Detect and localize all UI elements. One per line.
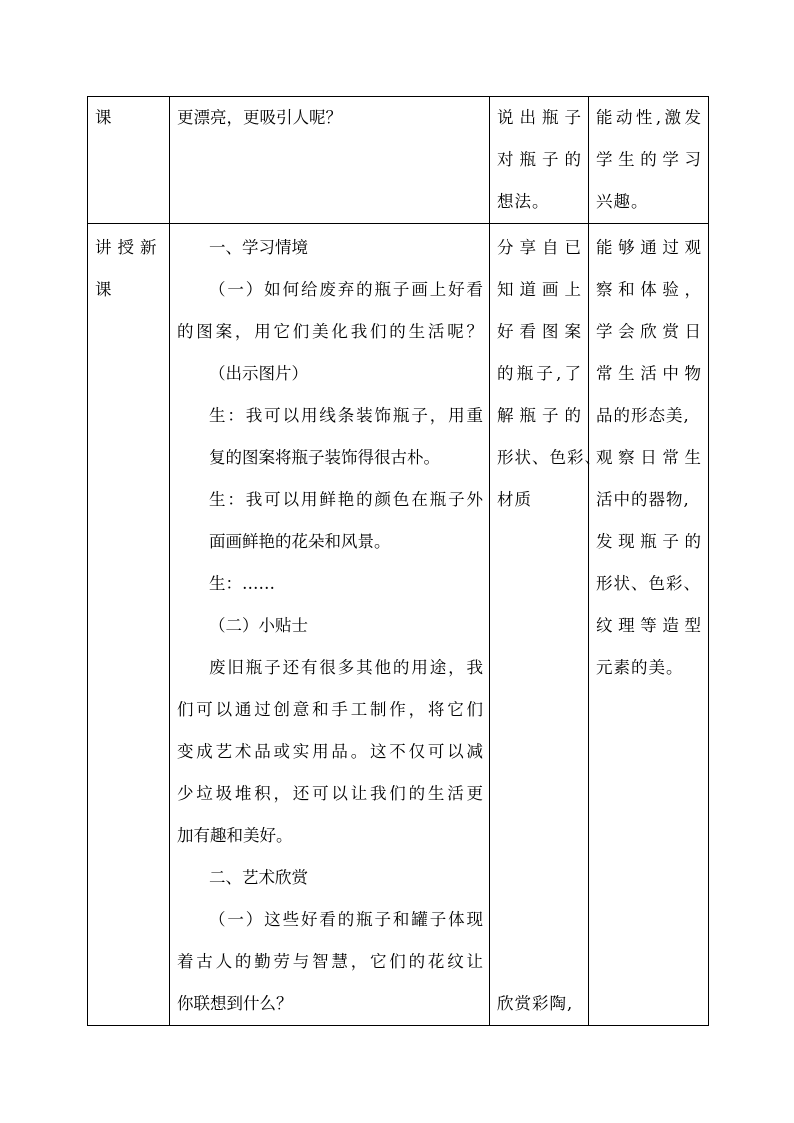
content-line: 废旧瓶子还有很多其他的用途，我 [209,658,483,677]
intent-line: 能动性,激发 [596,108,702,127]
intent-line: 学生的学习 [596,150,702,169]
intent-line: 活中的器物, [596,490,690,509]
section-heading: （二）小贴士 [209,616,308,635]
activity-line: 的瓶子,了 [497,364,582,383]
intent-line: 纹理等造型 [596,616,702,635]
table-row [88,224,709,1026]
design-intent-cell [589,224,709,1026]
content-cell [170,97,490,224]
activity-line: 分享自已 [497,238,582,257]
activity-line: 材质 [497,490,532,509]
intent-line: 能够通过观 [596,238,702,257]
intent-line: 发现瓶子的 [596,532,702,551]
content-line: 生：我可以用鲜艳的颜色在瓶子外 [209,490,483,509]
intent-line: 元素的美。 [596,658,684,677]
student-activity-cell [490,224,602,1026]
stage-text: 讲授新 [95,238,163,257]
intent-line: 形状、色彩、 [596,574,701,593]
stage-cell [88,224,170,1026]
content-line: （一）如何给废弃的瓶子画上好看 [209,280,483,299]
activity-line: 知道画上 [497,280,582,299]
content-line: （出示图片） [209,364,308,383]
content-line: 变成艺术品或实用品。这不仅可以减 [177,742,483,761]
activity-line: 解瓶子的 [497,406,582,425]
content-line: 复的图案将瓶子装饰得很古朴。 [209,448,440,467]
intent-line: 察和体验， [596,280,702,299]
design-intent-cell [589,97,709,224]
content-line: （一）这些好看的瓶子和罐子体现 [209,910,483,929]
vertical-spacer [497,521,582,983]
content-line: 着古人的勤劳与智慧，它们的花纹让 [177,952,483,971]
stage-cell [88,97,170,224]
activity-line: 想法。 [497,192,550,211]
activity-line: 说出瓶子 [497,108,582,127]
student-activity-cell [490,97,589,224]
content-line: 更漂亮，更吸引人呢？ [177,108,342,127]
intent-line: 观察日常生 [596,448,702,467]
content-line: 生：我可以用线条装饰瓶子，用重 [209,406,483,425]
content-line: 你联想到什么？ [177,994,293,1013]
content-line: 少垃圾堆积，还可以让我们的生活更 [177,784,483,803]
section-heading: 二、艺术欣赏 [209,868,308,887]
intent-line: 常生活中物 [596,364,702,383]
intent-line: 学会欣赏日 [596,322,702,341]
content-line: 的图案，用它们美化我们的生活呢？ [177,322,483,341]
lesson-plan-table [87,96,709,1026]
content-line: 面画鲜艳的花朵和风景。 [209,532,391,551]
table-row [88,97,709,224]
content-line: 加有趣和美好。 [177,826,293,845]
stage-text: 课 [95,280,118,299]
activity-line: 对瓶子的 [497,150,582,169]
content-cell [170,224,490,1026]
intent-line: 品的形态美, [596,406,690,425]
content-line: 们可以通过创意和手工制作，将它们 [177,700,483,719]
activity-line: 形状、色彩、 [497,448,602,467]
activity-line: 欣赏彩陶, [497,994,574,1013]
intent-line: 兴趣。 [596,192,649,211]
section-heading: 一、学习情境 [209,238,308,257]
activity-line: 好看图案 [497,322,582,341]
content-line: 生：…… [209,574,275,593]
stage-text: 课 [95,108,118,127]
